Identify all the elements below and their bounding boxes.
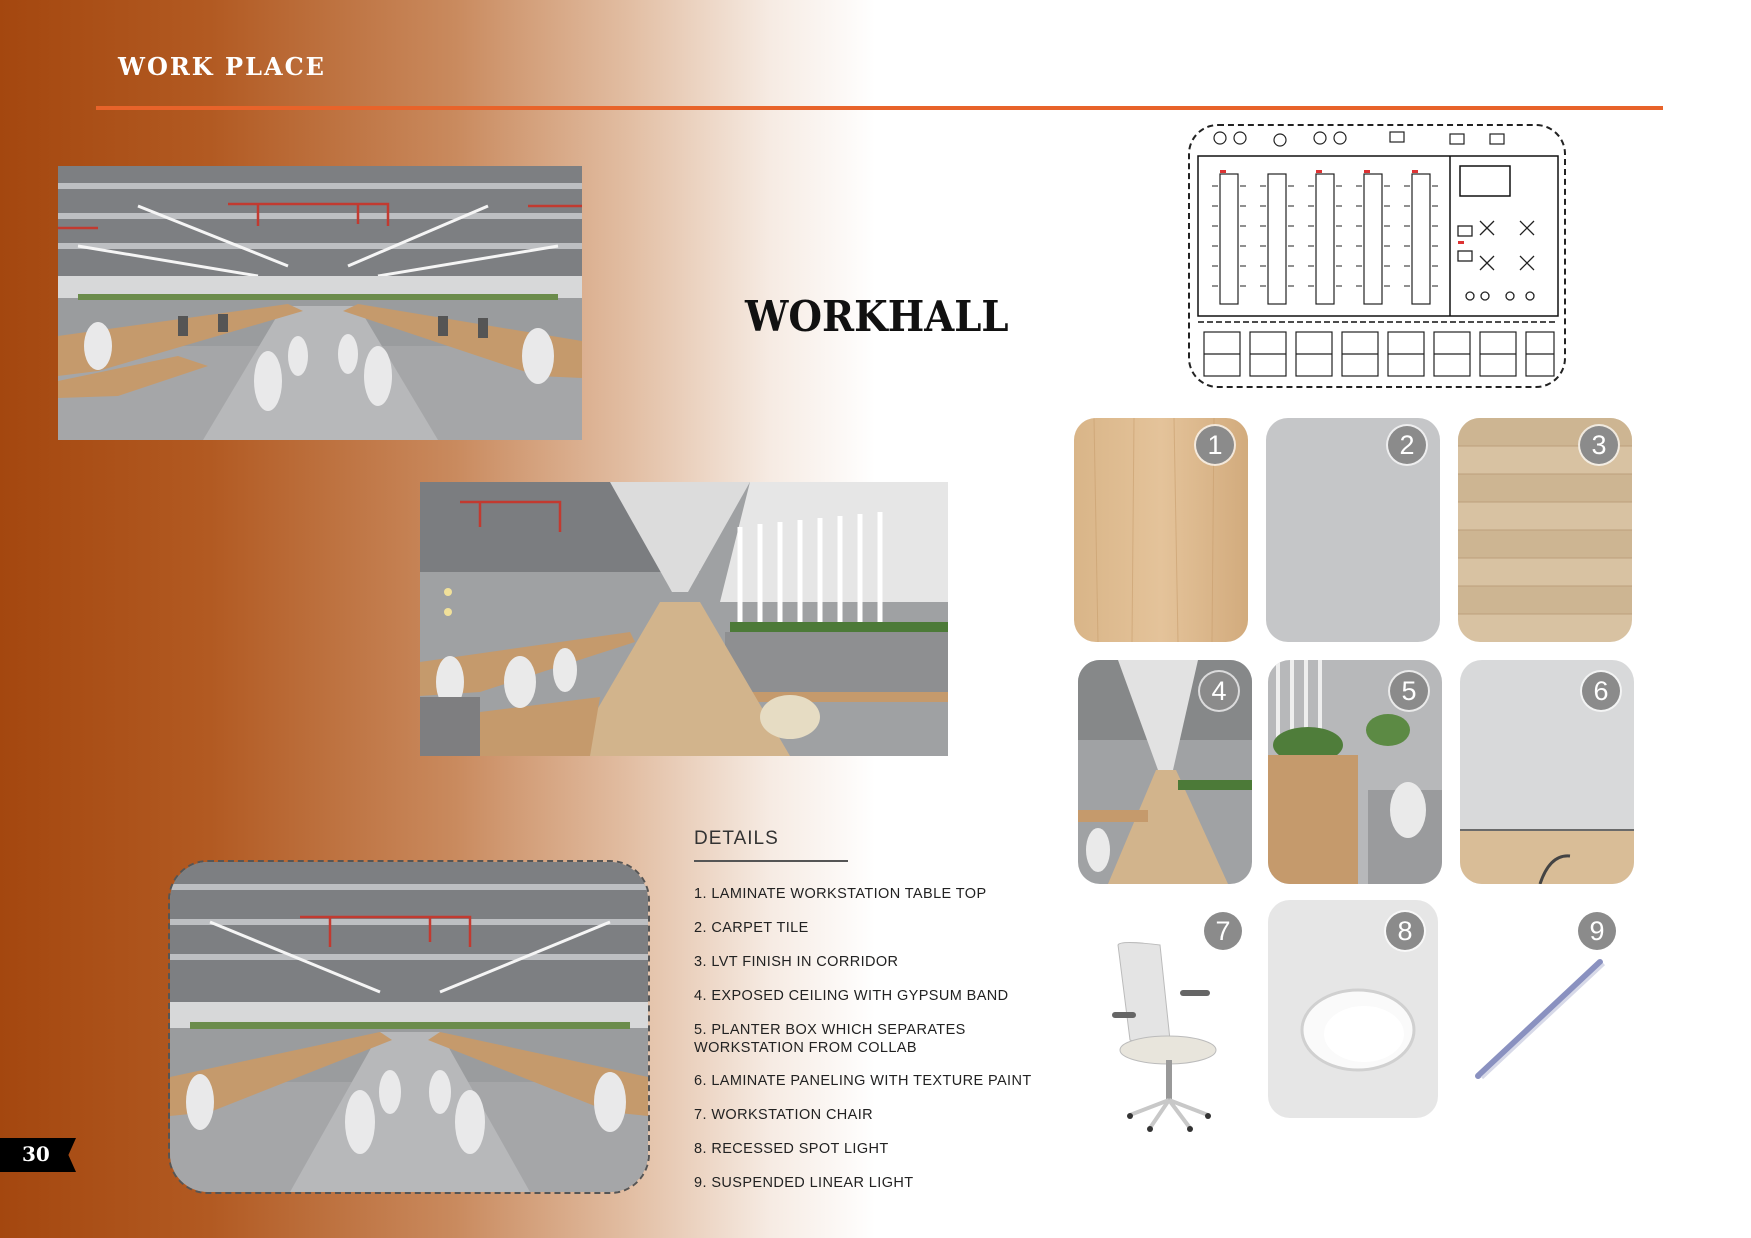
detail-item-4: 4. EXPOSED CEILING WITH GYPSUM BAND: [694, 988, 1009, 1004]
swatch-9-linear-light: [1460, 900, 1634, 1100]
swatch-7-chair: [1090, 900, 1264, 1140]
detail-item-8: 8. RECESSED SPOT LIGHT: [694, 1141, 889, 1157]
details-title: DETAILS: [694, 828, 779, 849]
detail-item-5: 5. PLANTER BOX WHICH SEPARATES WORKSTATION FROM COLLAB: [694, 1022, 966, 1056]
detail-item-1: 1. LAMINATE WORKSTATION TABLE TOP: [694, 886, 987, 902]
detail-item-3: 3. LVT FINISH IN CORRIDOR: [694, 954, 899, 970]
workhall-render-1: [58, 166, 582, 440]
detail-item-7: 7. WORKSTATION CHAIR: [694, 1107, 874, 1123]
swatch-number-8: 8: [1386, 912, 1424, 950]
swatch-number-3: 3: [1580, 426, 1618, 464]
swatch-number-7: 7: [1204, 912, 1242, 950]
swatch-number-9: 9: [1578, 912, 1616, 950]
workhall-render-3: [168, 860, 650, 1194]
detail-item-2: 2. CARPET TILE: [694, 920, 809, 936]
swatch-2-carpet: [1266, 418, 1440, 642]
swatch-8-spotlight: [1268, 900, 1438, 1118]
swatch-5-planter: [1268, 660, 1442, 884]
details-underline: [694, 860, 848, 862]
swatch-4-ceiling: [1078, 660, 1252, 884]
detail-item-9: 9. SUSPENDED LINEAR LIGHT: [694, 1175, 914, 1191]
page-heading: WORKHALL: [745, 292, 1009, 341]
swatch-1-laminate: [1074, 418, 1248, 642]
detail-item-6: 6. LAMINATE PANELING WITH TEXTURE PAINT: [694, 1073, 1032, 1089]
page-number: 30: [22, 1142, 50, 1166]
swatch-6-texture: [1460, 660, 1634, 884]
swatch-3-lvt: [1458, 418, 1632, 642]
workhall-render-2: [420, 482, 948, 756]
swatch-number-1: 1: [1196, 426, 1234, 464]
section-title: WORK PLACE: [118, 52, 326, 81]
header-divider: [96, 106, 1663, 110]
swatch-number-6: 6: [1582, 672, 1620, 710]
swatch-number-5: 5: [1390, 672, 1428, 710]
swatch-number-4: 4: [1200, 672, 1238, 710]
floor-plan: [1188, 124, 1566, 388]
swatch-number-2: 2: [1388, 426, 1426, 464]
